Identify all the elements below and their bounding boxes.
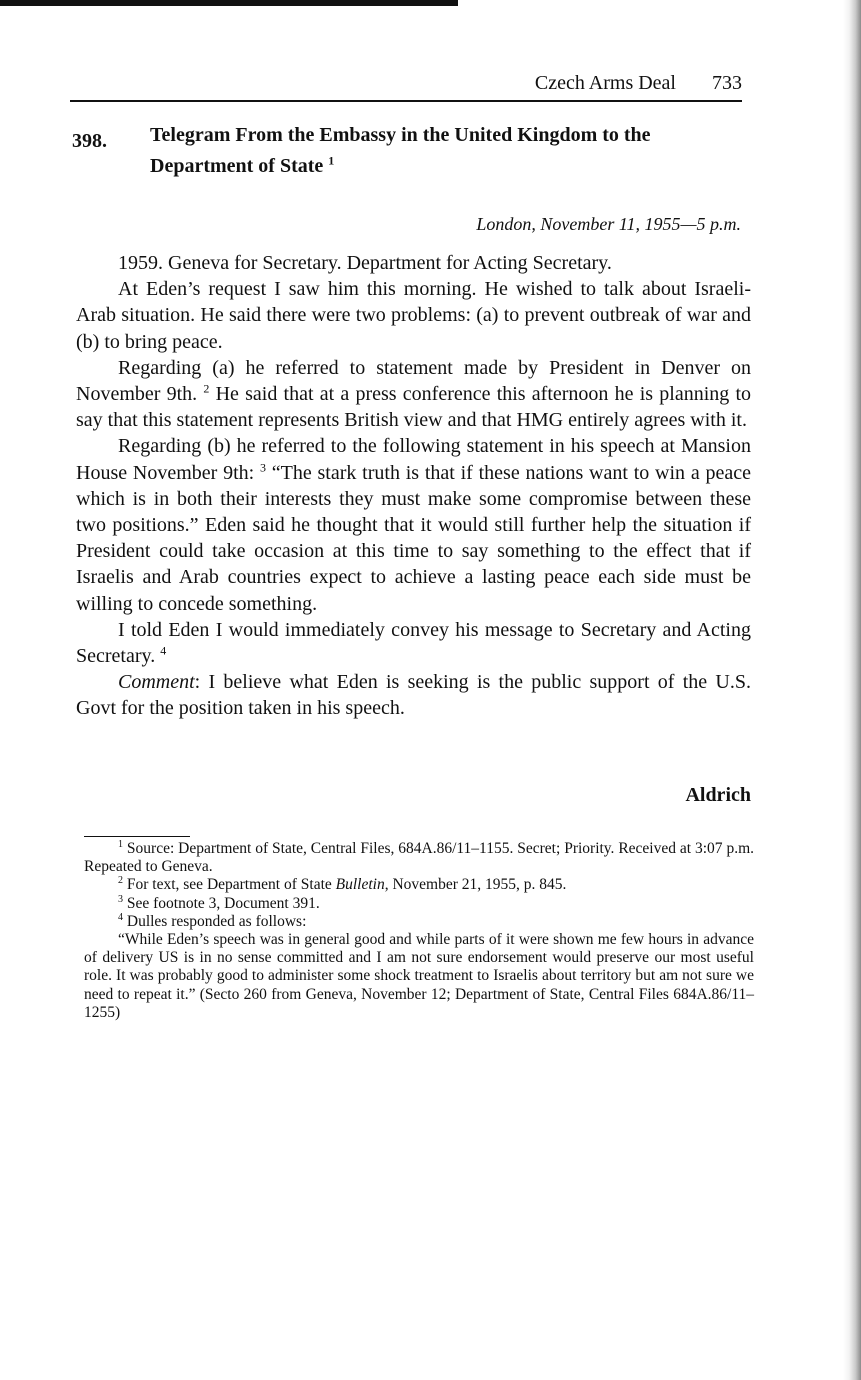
paragraph-5-text: I told Eden I would immediately convey his message to Secretary and Acting Secretary. — [76, 618, 751, 668]
document-title-text: Telegram From the Embassy in the United Kingdom to the Department of State — [150, 124, 651, 177]
telegram-body — [76, 250, 751, 722]
footnote-ref-2: 2 — [203, 381, 210, 396]
footnote-4-number: 4 — [118, 911, 123, 923]
dateline: London, November 11, 1955—5 p.m. — [476, 214, 741, 234]
header-rule — [70, 100, 742, 102]
footnote-4 — [84, 913, 754, 931]
footnote-2-number: 2 — [118, 875, 123, 887]
signature: Aldrich — [685, 784, 751, 806]
paragraph-4-text-b: “The stark truth is that if these nations want to win a peace which is in both their interests they must make some compromise between these two positions.” Eden said he thought that it would still further help the situation if President could take occasion at this time to say something to the effect that if Israelis and Arab countries expect to achieve a lasting peace each side must be willing to concede something. — [76, 461, 751, 615]
page-edge-shadow — [843, 0, 861, 1380]
paragraph-6-text: : I believe what Eden is seeking is the public support of the U.S. Govt for the position taken in his speech. — [76, 671, 751, 720]
footnote-rule — [84, 836, 190, 837]
footnote-3 — [84, 895, 754, 913]
paragraph-4 — [76, 433, 751, 616]
page-number: 733 — [712, 72, 742, 94]
paragraph-5 — [76, 617, 751, 669]
paragraph-3 — [76, 355, 751, 434]
top-scan-bar — [0, 0, 458, 6]
footnote-2-text-a: For text, see Department of State — [126, 876, 336, 894]
paragraph-4-text-a: Regarding (b) he referred to the following statement in his speech at Mansion House November 9th: — [76, 435, 751, 484]
document-title — [150, 120, 740, 182]
title-footnote-ref: 1 — [328, 153, 335, 168]
document-number: 398. — [72, 130, 107, 152]
footnote-1 — [84, 840, 754, 876]
running-header — [70, 72, 742, 102]
footnote-1-number: 1 — [118, 838, 123, 850]
paragraph-6 — [76, 669, 751, 721]
footnote-4-text: Dulles responded as follows: — [126, 912, 307, 930]
footnote-2-italic: Bulletin — [335, 876, 385, 894]
paragraph-2: At Eden’s request I saw him this morning. He wished to talk about Israeli-Arab situation. He said there were two problems: (a) to prevent outbreak of war and (b) to bring peace. — [76, 278, 751, 353]
footnote-4-quote: “While Eden’s speech was in general good and while parts of it were shown me few hours in advance of delivery US is in no sense committed and I am not sure endorsement would preserve our most useful role. It was probably good to administer some shock treatment to Israelis about territory but am not sure we need to repeat it.” (Secto 260 from Geneva, November 12; Department of State, Central Files 684A.86/11–1255) — [84, 931, 754, 1021]
running-header-title: Czech Arms Deal — [534, 72, 676, 94]
footnote-2 — [84, 876, 754, 894]
paragraph-1: 1959. Geneva for Secretary. Department for Acting Secretary. — [118, 252, 612, 274]
comment-label: Comment — [118, 671, 195, 694]
paragraph-3-text-b: He said that at a press conference this afternoon he is planning to say that this statement represents British view and that HMG entirely agrees with it. — [76, 383, 752, 432]
paragraph-3-text-a: Regarding (a) he referred to statement made by President in Denver on November 9th. — [76, 356, 751, 406]
footnote-2-text-b: , November 21, 1955, p. 845. — [384, 876, 567, 894]
footnote-ref-4: 4 — [160, 643, 167, 658]
footnote-3-number: 3 — [118, 893, 123, 905]
footnote-1-text: Source: Department of State, Central Files, 684A.86/11–1155. Secret; Priority. Received at 3:07 p.m. Repeated to Geneva. — [84, 840, 754, 876]
footnote-3-text: See footnote 3, Document 391. — [126, 894, 320, 912]
footnote-ref-3: 3 — [259, 459, 266, 474]
footnotes — [84, 840, 754, 1022]
